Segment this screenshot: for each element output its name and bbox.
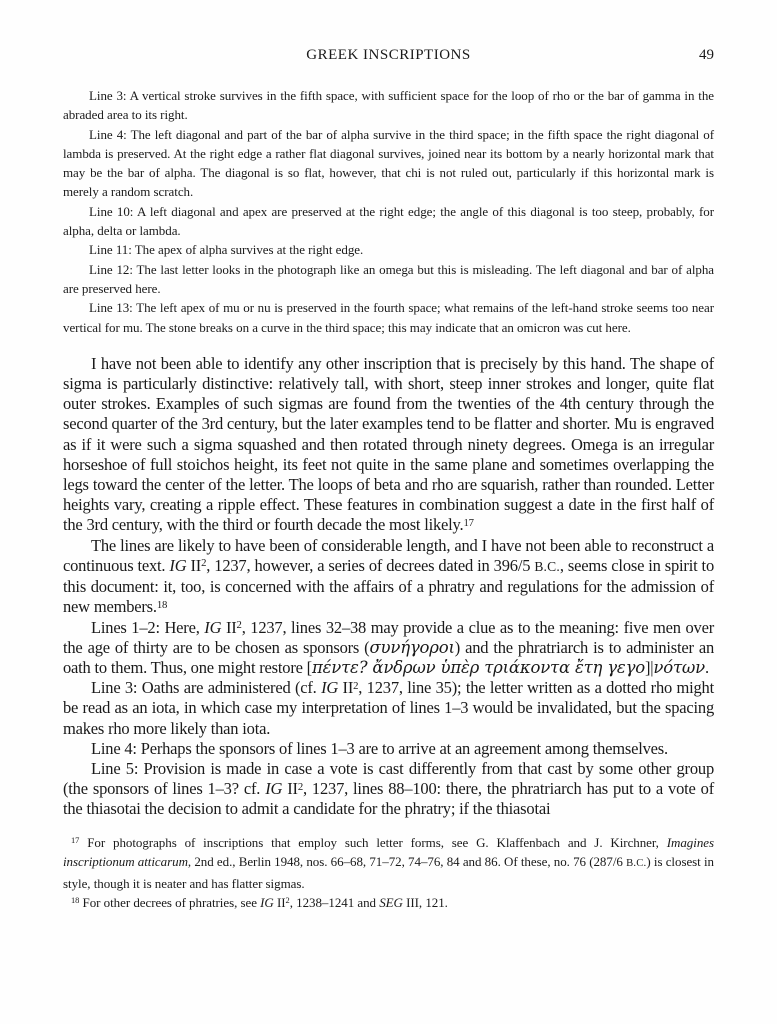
- epigraphic-notes-section: [63, 86, 714, 337]
- commentary-line-4: Line 4: Perhaps the sponsors of lines 1–3 are to arrive at an agreement among themselves.: [91, 738, 668, 758]
- page-number: 49: [699, 47, 714, 63]
- commentary-line-3: Line 3: Oaths are administered (cf. IG $II^2$, 1237, line 35); the letter written as a dotted rho might be read as an iota, in which case my interpretation of lines 1–3 would be invalidated, but the spacing makes rho more likely than iota.: [63, 678, 714, 738]
- footnote-17: $^{17}$ For photographs of inscriptions that employ such letter forms, see G. Klaffenbach and J. Kirchner, Imagines inscriptionum atticarum, 2nd ed., Berlin 1948, nos. 66–68, 71–72, 74–76, 84 and 86. Of these, no. 76 (287/6 B.C.) is closest in style, though it is neater and has flatter sigmas.: [63, 834, 714, 891]
- running-head: [63, 46, 714, 64]
- note-line-12: Line 12: The last letter looks in the photograph like an omega but this is misleading. The left diagonal and bar of alpha are preserved here.: [63, 261, 714, 296]
- note-line-4: Line 4: The left diagonal and part of the bar of alpha survive in the third space; in the fifth space the right diagonal of lambda is preserved. At the right edge a rather flat diagonal survives, joined near its bottom by a nearly horizontal mark that may be the bar of alpha. The diagonal is so flat, however, that chi is not ruled out, particularly if this horizontal mark is merely a random scratch.: [63, 126, 714, 200]
- paragraph-parallel-decree: The lines are likely to have been of considerable length, and I have not been able to reconstruct a continuous text. IG $II^2$, 1237, however, a series of decrees dated in 396/5 B.C., seems close in spirit to this document: it, too, is concerned with the affairs of a phratry and regulations for the admission of new members.$^{18}$: [63, 535, 714, 617]
- note-line-10: Line 10: A left diagonal and apex are preserved at the right edge; the angle of this diagonal is too steep, probably, for alpha, delta or lambda.: [63, 203, 714, 239]
- commentary-lines-1-2: Lines 1–2: Here, IG $II^2$, 1237, lines 32–38 may provide a clue as to the meaning: five men over the age of thirty are to be chosen as sponsors (συνήγοροι) and the phratriarch is to administer an oath to them. Thus, one might restore [πέντε? ἄνδρων ὑπὲρ τριάκοντα ἔτη γεγο]|νότων.: [63, 617, 715, 677]
- note-line-13: Line 13: The left apex of mu or nu is preserved in the fourth space; what remains of the left-hand stroke seems too near vertical for mu. The stone breaks on a curve in the third space; this may indicate that an omicron was cut here.: [63, 300, 714, 335]
- page-title: GREEK INSCRIPTIONS: [306, 47, 471, 63]
- note-line-3: Line 3: A vertical stroke survives in the fifth space, with sufficient space for the loop of rho or the bar of gamma in the abraded area to its right.: [63, 88, 714, 123]
- paragraph-letterforms: I have not been able to identify any other inscription that is precisely by this hand. The shape of sigma is particularly distinctive: relatively tall, with short, steep inner strokes and longer, quite flat outer strokes. Examples of such sigmas are found from the twenties of the 4th century through the second quarter of the 3rd century, but the later examples tend to be flatter and shorter. Mu is engraved as if it were such a sigma squashed and then rotated through ninety degrees. Omega is an irregular horseshoe of full stoichos height, its feet not quite in the same plane and sometimes overlapping the legs toward the center of the letter. The loops of beta and rho are squarish, rather than rounded. Letter heights vary, creating a ripple effect. These features in combination suggest a date in the first half of the 3rd century, with the third or fourth decade the most likely.$^{17}$: [63, 353, 714, 535]
- note-line-11: Line 11: The apex of alpha survives at the right edge.: [89, 242, 364, 258]
- commentary-line-5: Line 5: Provision is made in case a vote is cast differently from that cast by some other group (the sponsors of lines 1–3? cf. IG $II^2$, 1237, lines 88–100: there, the phratriarch has put to a vote of the thiasotai the decision to admit a candidate for the phratry; if the thiasotai: [63, 758, 714, 819]
- commentary-section: [63, 354, 714, 820]
- footnotes-section: [63, 833, 714, 913]
- footnote-18: $^{18}$ For other decrees of phratries, see IG $II^2$, 1238–1241 and SEG III, 121.: [71, 895, 448, 911]
